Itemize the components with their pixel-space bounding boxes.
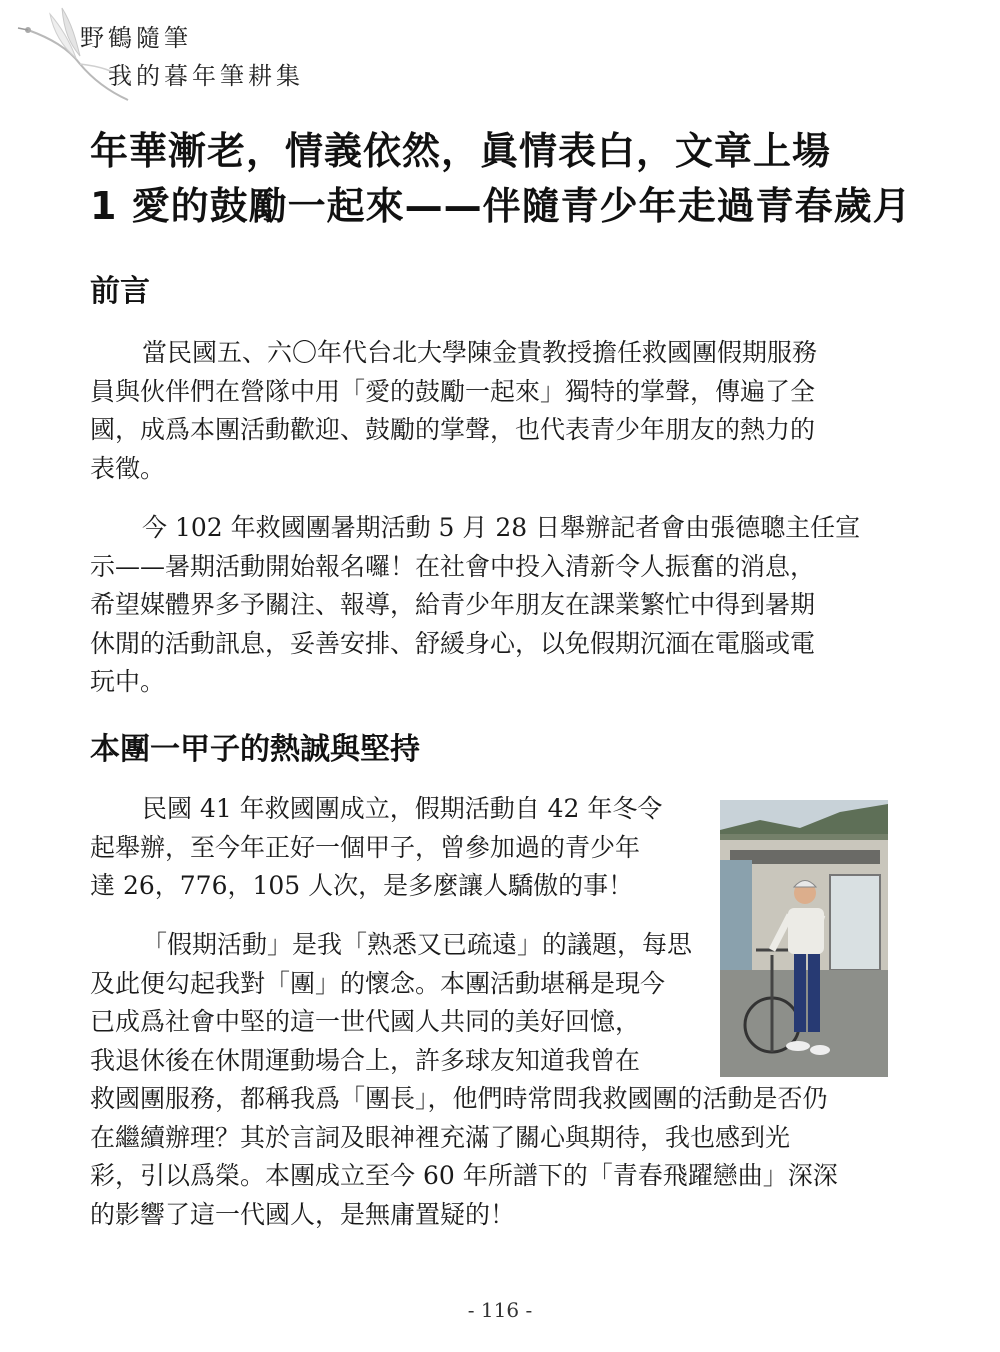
text-line: 民國 41 年救國團成立，假期活動自 42 年冬令: [142, 794, 663, 823]
text-line: 救國團服務，都稱我爲「團長」，他們時常問我救國團的活動是否仍: [90, 1084, 828, 1113]
book-subtitle: 我的暮年筆耕集: [108, 62, 304, 90]
text-line: 休閒的活動訊息，妥善安排、舒緩身心，以免假期沉湎在電腦或電: [90, 628, 816, 658]
text-line: 起舉辦，至今年正好一個甲子，曾參加過的青少年: [90, 832, 641, 862]
text-line: 希望媒體界多予關注、報導，給青少年朋友在課業繁忙中得到暑期: [90, 590, 816, 619]
text-line: 彩，引以爲榮。本團成立至今 60 年所譜下的「青春飛躍戀曲」深深: [90, 1161, 838, 1190]
text-line: 已成爲社會中堅的這一世代國人共同的美好回憶，: [90, 1007, 641, 1036]
preface-paragraph-2: [90, 509, 880, 702]
chapter-title-line-1: 年華漸老，情義依然，眞情表白，文章上場: [90, 129, 832, 173]
text-line: 玩中。: [90, 667, 166, 696]
preface-paragraph-1: [90, 334, 880, 488]
text-line: 員與伙伴們在營隊中用「愛的鼓勵一起來」獨特的掌聲，傳遍了全: [90, 376, 816, 406]
text-line: 當民國五、六〇年代台北大學陳金貴教授擔任救國團假期服務: [142, 338, 818, 367]
text-line: 我退休後在休閒運動場合上，許多球友知道我曾在: [90, 1045, 641, 1075]
running-header: [0, 0, 360, 120]
text-line: 「假期活動」是我「熟悉又已疏遠」的議題，每思: [142, 930, 693, 959]
text-line: 的影響了這一代國人，是無庸置疑的！: [90, 1199, 516, 1229]
text-line: 在繼續辦理？其於言詞及眼神裡充滿了關心與期待，我也感到光: [90, 1122, 791, 1152]
text-line: 示——暑期活動開始報名囉！在社會中投入清新令人振奮的消息，: [90, 551, 816, 581]
photo-man-with-bicycle: [720, 800, 888, 1077]
text-line: 達 26，776，105 人次，是多麼讓人驕傲的事！: [90, 871, 634, 900]
text-line: 表徵。: [90, 453, 166, 483]
text-line: 國，成爲本團活動歡迎、鼓勵的掌聲，也代表青少年朋友的熱力的: [90, 415, 816, 444]
text-line: 及此便勾起我對「團」的懷念。本團活動堪稱是現今: [90, 968, 666, 998]
text-line: 今 102 年救國團暑期活動 5 月 28 日舉辦記者會由張德聰主任宣: [142, 513, 861, 542]
section-heading: 本團一甲子的熱誠與堅持: [90, 732, 420, 767]
chapter-title-line-2: 1 愛的鼓勵一起來——伴隨青少年走過青春歲月: [90, 184, 912, 228]
book-title: 野鶴隨筆: [80, 24, 192, 52]
preface-heading: 前言: [90, 274, 150, 309]
page-number: - 116 -: [467, 1298, 533, 1322]
